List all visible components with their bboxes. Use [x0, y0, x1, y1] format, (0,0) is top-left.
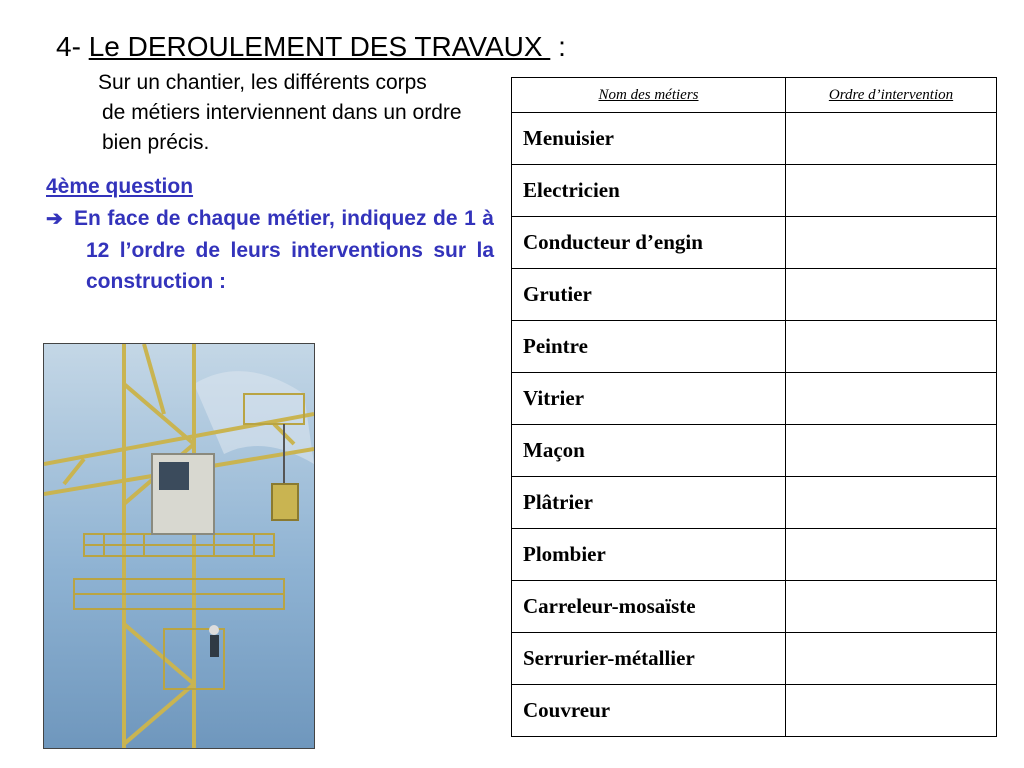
job-name-cell: Maçon — [512, 425, 786, 477]
job-name-cell: Electricien — [512, 165, 786, 217]
job-name-cell: Grutier — [512, 269, 786, 321]
table-header-row — [512, 78, 997, 113]
intro-text — [98, 68, 518, 158]
intro-line: de métiers interviennent dans un ordre — [102, 101, 462, 124]
question-text: En face de chaque métier, indiquez de 1 à 12 l’ordre de leurs interventions sur la construction : — [74, 207, 494, 293]
order-cell[interactable] — [786, 425, 997, 477]
order-cell[interactable] — [786, 217, 997, 269]
right-arrow-icon: ➔ — [46, 208, 63, 230]
table-row — [512, 165, 997, 217]
job-name-cell: Peintre — [512, 321, 786, 373]
order-cell[interactable] — [786, 321, 997, 373]
table-row — [512, 633, 997, 685]
intro-line: bien précis. — [102, 131, 210, 154]
question-block — [46, 173, 494, 297]
table-row — [512, 269, 997, 321]
job-name-cell: Plâtrier — [512, 477, 786, 529]
job-name-cell: Carreleur-mosaïste — [512, 581, 786, 633]
jobs-table — [511, 77, 997, 737]
order-cell[interactable] — [786, 269, 997, 321]
job-name-cell: Serrurier-métallier — [512, 633, 786, 685]
job-name-cell: Plombier — [512, 529, 786, 581]
order-cell[interactable] — [786, 685, 997, 737]
slide-title — [56, 30, 566, 64]
table-row — [512, 113, 997, 165]
table-row — [512, 529, 997, 581]
order-cell[interactable] — [786, 373, 997, 425]
order-cell[interactable] — [786, 581, 997, 633]
order-cell[interactable] — [786, 165, 997, 217]
order-cell[interactable] — [786, 529, 997, 581]
question-instruction — [46, 203, 494, 297]
intro-line: Sur un chantier, les différents corps — [98, 71, 427, 94]
crane-photo — [43, 343, 315, 749]
table-row — [512, 373, 997, 425]
table-row — [512, 321, 997, 373]
table-row — [512, 217, 997, 269]
title-prefix: 4- — [56, 31, 81, 62]
column-header-job-name: Nom des métiers — [512, 78, 786, 113]
question-heading: 4ème question — [46, 175, 194, 198]
title-main: Le DEROULEMENT DES TRAVAUX — [88, 31, 543, 62]
job-name-cell: Conducteur d’engin — [512, 217, 786, 269]
order-cell[interactable] — [786, 633, 997, 685]
table-row — [512, 425, 997, 477]
table-row — [512, 581, 997, 633]
order-cell[interactable] — [786, 113, 997, 165]
table-row — [512, 685, 997, 737]
title-suffix: : — [558, 31, 566, 62]
job-name-cell: Menuisier — [512, 113, 786, 165]
job-name-cell: Couvreur — [512, 685, 786, 737]
table-row — [512, 477, 997, 529]
job-name-cell: Vitrier — [512, 373, 786, 425]
order-cell[interactable] — [786, 477, 997, 529]
column-header-order: Ordre d’intervention — [786, 78, 997, 113]
